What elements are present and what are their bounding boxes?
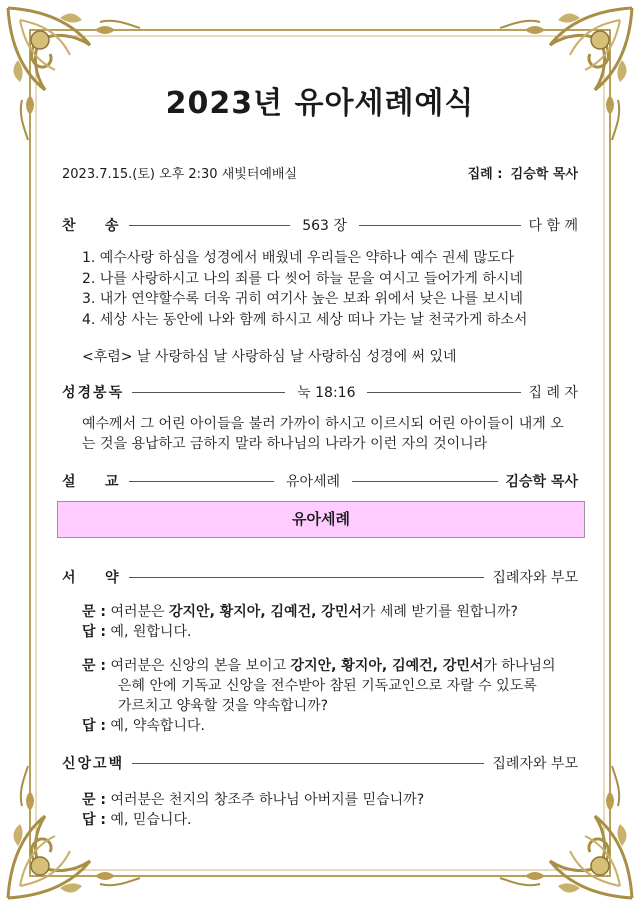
- answer: [82, 622, 578, 642]
- question-text: 가 하나님의: [483, 658, 556, 674]
- hymn-chorus: <후렴> 날 사랑하심 날 사랑하심 날 사랑하심 성경에 써 있네: [82, 349, 457, 365]
- divider: [352, 481, 497, 482]
- answer-text: 예, 원합니다.: [110, 624, 192, 640]
- divider: [129, 577, 485, 578]
- reading-text: 예수께서 그 어린 아이들을 불러 가까이 하시고 이르시되 어린 아이들이 내게 오는 것을 용납하고 금하지 말라 하나님의 나라가 이런 자의 것이니라: [82, 416, 564, 452]
- sermon-preacher: 김승학 목사: [505, 474, 578, 490]
- verse: 4. 세상 사는 동안에 나와 함께 하시고 세상 떠나 가는 날 천국가게 하소서: [82, 311, 528, 328]
- vow-label: 서 약: [62, 570, 121, 586]
- sermon-row: [62, 470, 578, 492]
- divider: [129, 481, 274, 482]
- service-datetime: 2023.7.15.(토) 오후 2:30 새빛터예배실: [62, 167, 298, 182]
- question: [82, 790, 578, 810]
- question-text: 가르치고 양육할 것을 약속합니까?: [118, 698, 329, 714]
- answer-label: 답 :: [82, 718, 106, 734]
- verse: 2. 나를 사랑하시고 나의 죄를 다 씻어 하늘 문을 여시고 들어가게 하시네: [82, 270, 523, 287]
- section-banner: 유아세례: [57, 501, 585, 538]
- answer-text: 예, 약속합니다.: [110, 718, 205, 734]
- answer: [82, 810, 578, 830]
- vow-qa-1: [82, 602, 578, 642]
- hymn-who: 다 함 께: [528, 218, 579, 234]
- sermon-label: 설 교: [62, 474, 121, 490]
- question-text: 여러분은 천지의 창조주 하나님 아버지를 믿습니까?: [110, 792, 425, 808]
- reading-label: 성경봉독: [62, 385, 125, 401]
- creed-who: 집례자와 부모: [492, 756, 578, 772]
- officiant-label: 집례 :: [467, 167, 503, 182]
- question-text: 여러분은: [110, 604, 169, 620]
- hymn-label: 찬 송: [62, 218, 121, 234]
- divider: [132, 392, 285, 393]
- verse: 3. 내가 연약할수록 더욱 귀히 여기사 높은 보좌 위에서 낮은 나를 보시네: [82, 291, 523, 307]
- reading-who: 집 례 자: [528, 385, 579, 401]
- creed-qa: [82, 790, 578, 830]
- answer-label: 답 :: [82, 624, 106, 640]
- hymn-row: [62, 214, 578, 236]
- divider: [132, 763, 484, 764]
- child-names: 강지안, 황지아, 김예건, 강민서: [290, 658, 484, 674]
- answer-label: 답 :: [82, 812, 106, 828]
- service-info: [62, 163, 578, 182]
- creed-row: [62, 752, 578, 774]
- hymn-number: 563 장: [302, 218, 347, 234]
- page-title: 2023년 유아세례예식: [165, 86, 475, 121]
- answer: [82, 716, 578, 736]
- question-label: 문 :: [82, 658, 106, 674]
- divider: [359, 225, 521, 226]
- question-label: 문 :: [82, 792, 106, 808]
- question-text: 가 세례 받기를 원합니까?: [361, 604, 518, 620]
- reading-row: [62, 381, 578, 403]
- question: [82, 656, 578, 676]
- divider: [367, 392, 520, 393]
- verse: 1. 예수사랑 하심을 성경에서 배웠네 우리들은 약하나 예수 권세 많도다: [82, 250, 515, 266]
- officiant-name: 김승학 목사: [510, 167, 578, 182]
- question-label: 문 :: [82, 604, 106, 620]
- officiant: [468, 163, 578, 182]
- vow-row: [62, 566, 578, 588]
- child-names: 강지안, 황지아, 김예건, 강민서: [169, 604, 362, 620]
- divider: [129, 225, 291, 226]
- question-text: 은혜 안에 기독교 신앙을 전수받아 참된 기독교인으로 자랄 수 있도록: [118, 678, 537, 694]
- sermon-topic: 유아세례: [285, 474, 341, 490]
- reading-ref: 눅 18:16: [297, 385, 356, 401]
- vow-who: 집례자와 부모: [492, 570, 578, 586]
- creed-label: 신앙고백: [62, 756, 125, 772]
- hymn-verses: [82, 248, 527, 330]
- answer-text: 예, 믿습니다.: [110, 812, 192, 828]
- question-text: 여러분은 신앙의 본을 보이고: [110, 658, 291, 674]
- vow-qa-2: [82, 656, 578, 736]
- question: [82, 602, 578, 622]
